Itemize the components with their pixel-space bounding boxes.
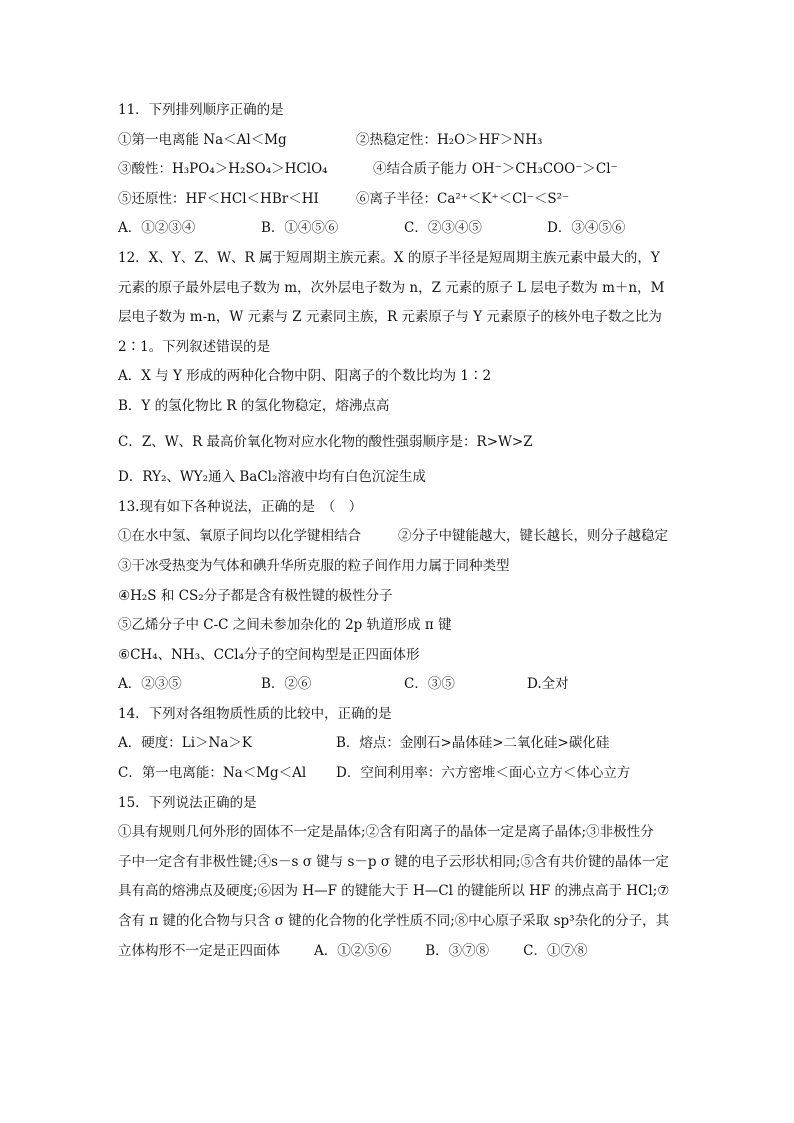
- q15-para-line-4: 含有 π 键的化合物与只含 σ 键的化合物的化学性质不同;⑧中心原子采取 sp³杂化的分子，其: [118, 913, 670, 930]
- q13-stem: 13.现有如下各种说法，正确的是 （ ）: [118, 498, 363, 515]
- q11-item-4: ④结合质子能力 OH⁻＞CH₃COO⁻＞Cl⁻: [373, 161, 618, 178]
- q12-option-a: A．X 与 Y 形成的两种化合物中阴、阳离子的个数比均为 1∶2: [118, 368, 492, 385]
- q12-stem-line-1: 12．X、Y、Z、W、R 属于短周期主族元素。X 的原子半径是短周期主族元素中最大的，Y: [118, 249, 660, 266]
- q12-stem-line-4: 2∶1。下列叙述错误的是: [118, 338, 271, 355]
- q15-option-c: C．①⑦⑧: [523, 942, 588, 959]
- q14-option-a: A．硬度：Li＞Na＞K: [118, 735, 252, 752]
- q13-item-5: ⑤乙烯分子中 C-C 之间未参加杂化的 2p 轨道形成 π 键: [118, 617, 452, 634]
- q15-last-text: 立体构形不一定是正四面体: [118, 942, 280, 959]
- q11-items-row-2: [118, 155, 688, 185]
- document-page: [118, 96, 688, 966]
- q15-para-line-3: 具有高的熔沸点及硬度;⑥因为 H—F 的键能大于 H—Cl 的键能所以 HF 的沸点高于 HCl;⑦: [118, 883, 670, 900]
- q11-stem: 11．下列排列顺序正确的是: [118, 102, 284, 118]
- q11-option-d: D．③④⑤⑥: [547, 220, 626, 237]
- q15-stem: 15．下列说法正确的是: [118, 794, 257, 811]
- q12-option-c: C．Z、W、R 最高价氧化物对应水化物的酸性强弱顺序是：R>W>Z: [118, 433, 533, 450]
- q11-options: [118, 214, 688, 244]
- q15-last-line: [118, 937, 688, 967]
- q14-options-row-2: [118, 759, 688, 789]
- q11-item-3: ③酸性：H₃PO₄＞H₂SO₄＞HClO₄: [118, 161, 328, 178]
- q12-option-b: B．Y 的氢化物比 R 的氢化物稳定，熔沸点高: [118, 397, 390, 414]
- q14-options-row-1: [118, 729, 688, 759]
- q14-option-c: C．第一电离能：Na＜Mg＜Al: [118, 765, 307, 782]
- q13-item-1: ①在水中氢、氧原子间均以化学键相结合: [118, 528, 361, 545]
- q13-item-4: ④H₂S 和 CS₂分子都是含有极性键的极性分子: [118, 587, 393, 604]
- q15-option-b: B．③⑦⑧: [425, 942, 490, 959]
- q13-item-3: ③干冰受热变为气体和碘升华所克服的粒子间作用力属于同种类型: [118, 557, 510, 574]
- q15-para-line-1: ①具有规则几何外形的固体不一定是晶体;②含有阳离子的晶体一定是离子晶体;③非极性分: [118, 824, 654, 841]
- q11-items-row-3: [118, 185, 688, 215]
- q14-stem: 14．下列对各组物质性质的比较中，正确的是: [118, 705, 392, 722]
- q11-item-1: ①第一电离能 Na＜Al＜Mg: [118, 131, 287, 148]
- q11-item-2: ②热稳定性：H₂O＞HF＞NH₃: [356, 131, 543, 148]
- q13-option-d: D.全对: [527, 676, 569, 693]
- q11-item-5: ⑤还原性：HF＜HCl＜HBr＜HI: [118, 190, 319, 207]
- q13-item-2: ②分子中键能越大，键长越长，则分子越稳定: [398, 528, 668, 545]
- q11-option-c: C．②③④⑤: [404, 220, 482, 237]
- q11-item-6: ⑥离子半径：Ca²⁺＜K⁺＜Cl⁻＜S²⁻: [356, 190, 570, 207]
- q11-option-b: B．①④⑤⑥: [261, 220, 339, 237]
- q11-items-row-1: [118, 126, 688, 156]
- q12-stem-line-2: 元素的原子最外层电子数为 m，次外层电子数为 n，Z 元素的原子 L 层电子数为 m＋n，M: [118, 279, 665, 296]
- q12-option-d: D．RY₂、WY₂通入 BaCl₂溶液中均有白色沉淀生成: [118, 469, 426, 486]
- q15-option-a: A．①②⑤⑥: [314, 942, 392, 959]
- q13-items-row-1: [118, 522, 688, 552]
- q13-option-c: C．③⑤: [404, 676, 455, 693]
- q13-options: [118, 670, 688, 700]
- q13-option-b: B．②⑥: [261, 676, 312, 693]
- q13-option-a: A．②③⑤: [118, 676, 182, 693]
- q13-item-6: ⑥CH₄、NH₃、CCl₄分子的空间构型是正四面体形: [118, 646, 420, 663]
- q14-option-b: B．熔点：金刚石>晶体硅>二氧化硅>碳化硅: [336, 735, 610, 752]
- q15-para-line-2: 子中一定含有非极性键;④s－s σ 键与 s－p σ 键的电子云形状相同;⑤含有共价键的晶体一定: [118, 853, 669, 870]
- q12-stem-line-3: 层电子数为 m-n，W 元素与 Z 元素同主族，R 元素原子与 Y 元素原子的核外电子数之比为: [118, 309, 662, 326]
- q14-option-d: D．空间利用率：六方密堆＜面心立方＜体心立方: [336, 765, 631, 782]
- q11-option-a: A．①②③④: [118, 220, 196, 237]
